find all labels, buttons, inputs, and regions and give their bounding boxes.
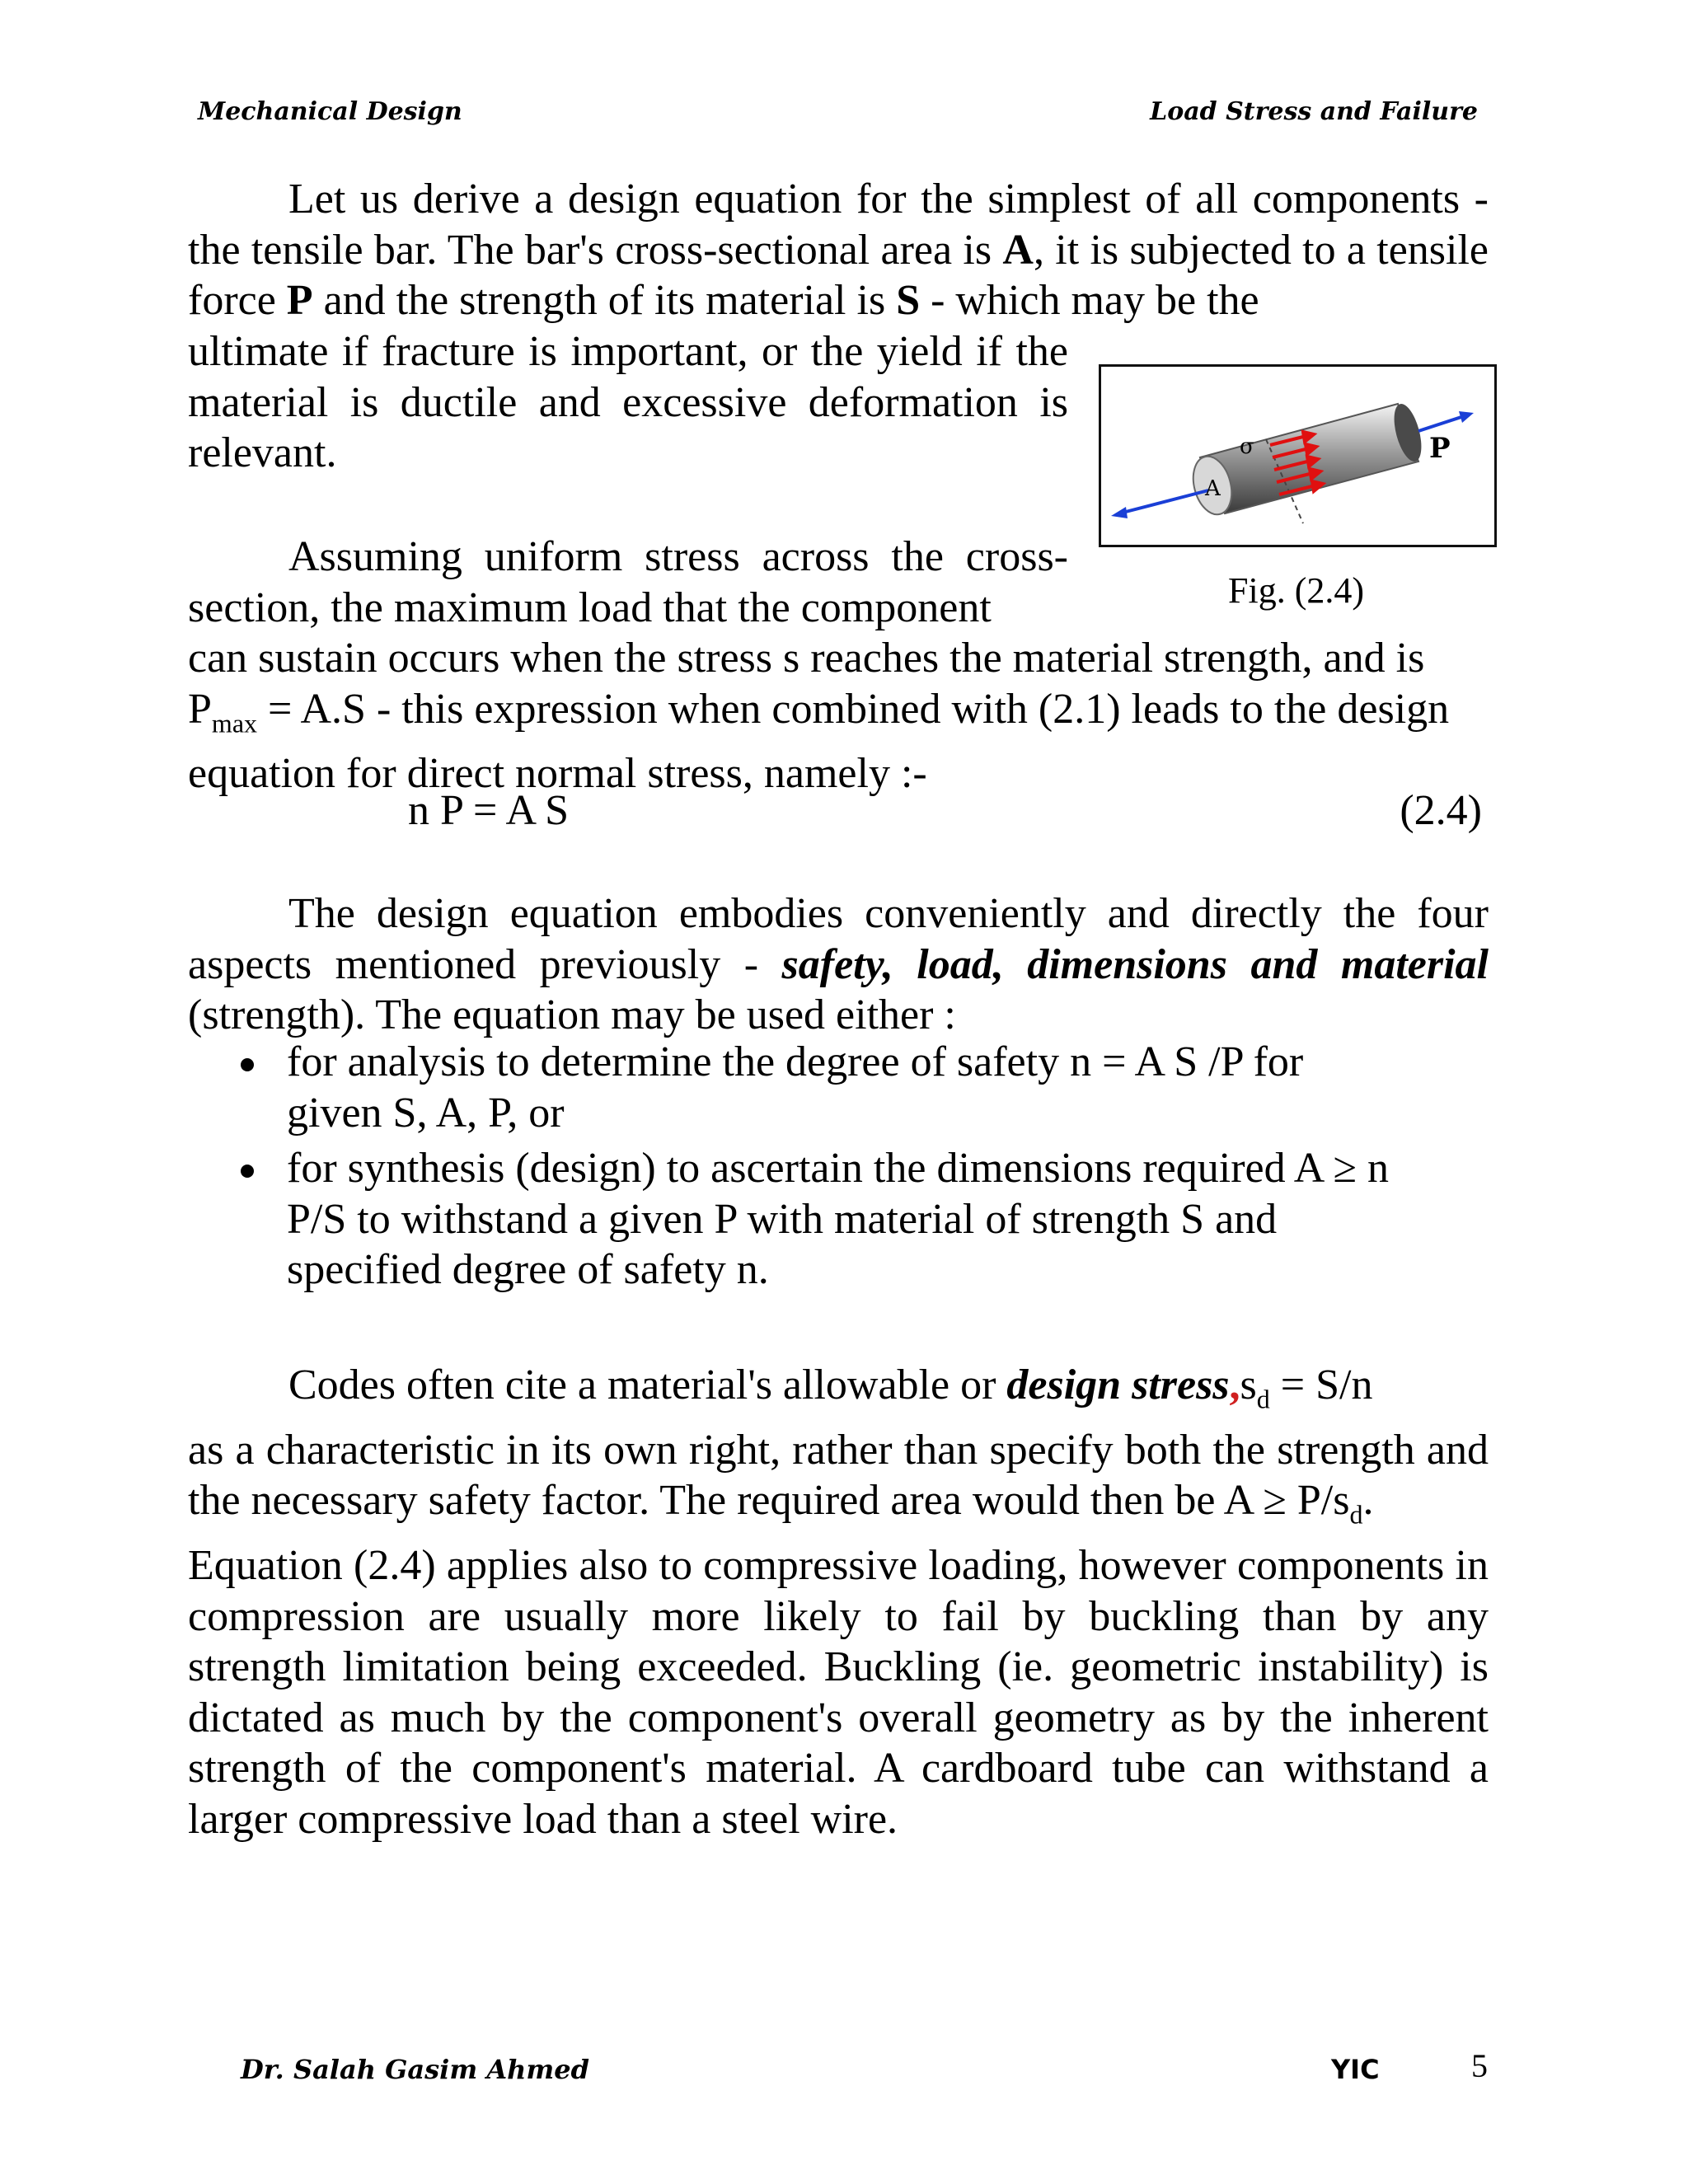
equation-expression: n P = A S xyxy=(408,787,570,834)
force-arrow-left xyxy=(1119,490,1208,513)
force-arrow-right xyxy=(1418,416,1464,431)
bullet-list xyxy=(188,1037,1490,1301)
figure-caption: Fig. (2.4) xyxy=(1228,570,1364,611)
paragraph-2-part2: can sustain occurs when the stress s reaches the material strength, and is $P_{max} = A.S$ - this expression when combined with (2.1) leads to the design equation for direct normal stress, namely :- xyxy=(188,635,1450,798)
figure-tensile-bar xyxy=(1099,364,1497,547)
force-label: P xyxy=(1429,432,1451,465)
bullet-icon xyxy=(241,1165,254,1178)
sigma-label: σ xyxy=(1240,434,1254,459)
paragraph-1-rest: ultimate if fracture is important, or the yield if the material is ductile and excessive deformation is relevant. xyxy=(188,328,1068,476)
force-arrowhead-right xyxy=(1459,411,1474,423)
paragraph-2-part1: Assuming uniform stress across the cross-section, the maximum load that the component xyxy=(188,533,1068,631)
area-label: A xyxy=(1205,476,1221,501)
paragraph-4: Codes often cite a material's allowable or design $stress,s_d = S/n$ as a characteristic in its own right, rather than specify both the strength and the necessary safety factor. The required area would then be $A \ge P/s_d$. Equation (2.4) applies also to compressive loading, however components in compression are usually more likely to fail by buckling than by any strength limitation being exceeded. Buckling (ie. geometric instability) is dictated as much by the component's overall geometry as by the inherent strength of the component's material. A cardboard tube can withstand a larger compressive load than a steel wire. xyxy=(188,1361,1489,1843)
bullet-icon xyxy=(241,1058,254,1071)
footer-author: Dr. Salah Gasim Ahmed xyxy=(241,2054,590,2085)
header-title-left: Mechanical Design xyxy=(198,97,462,126)
force-arrowhead-left xyxy=(1111,507,1128,518)
paragraph-3: The design equation embodies conveniently and directly the four aspects mentioned previously - safety, load, dimensions and material (strength). The equation may be used either : xyxy=(188,890,1489,1038)
list-item: for synthesis (design) to ascertain the dimensions required A ≥ n P/S to withstand a given P with material of strength S and specified degree of safety n. xyxy=(188,1143,1490,1296)
paragraph-1-intro: Let us derive a design equation for the simplest of all components - the tensile bar. The bar's cross-sectional area is A, it is subjected to a tensile force P and the strength of its material is S - which may be the xyxy=(188,176,1489,324)
equation-number: (2.4) xyxy=(1400,787,1482,834)
footer-org: YIC xyxy=(1331,2054,1380,2085)
list-item: for analysis to determine the degree of safety n = A S /P for given S, A, P, or xyxy=(188,1037,1490,1138)
tensile-bar-diagram xyxy=(1101,367,1494,545)
header-title-right: Load Stress and Failure xyxy=(1150,97,1478,126)
page-number: 5 xyxy=(1471,2047,1488,2084)
